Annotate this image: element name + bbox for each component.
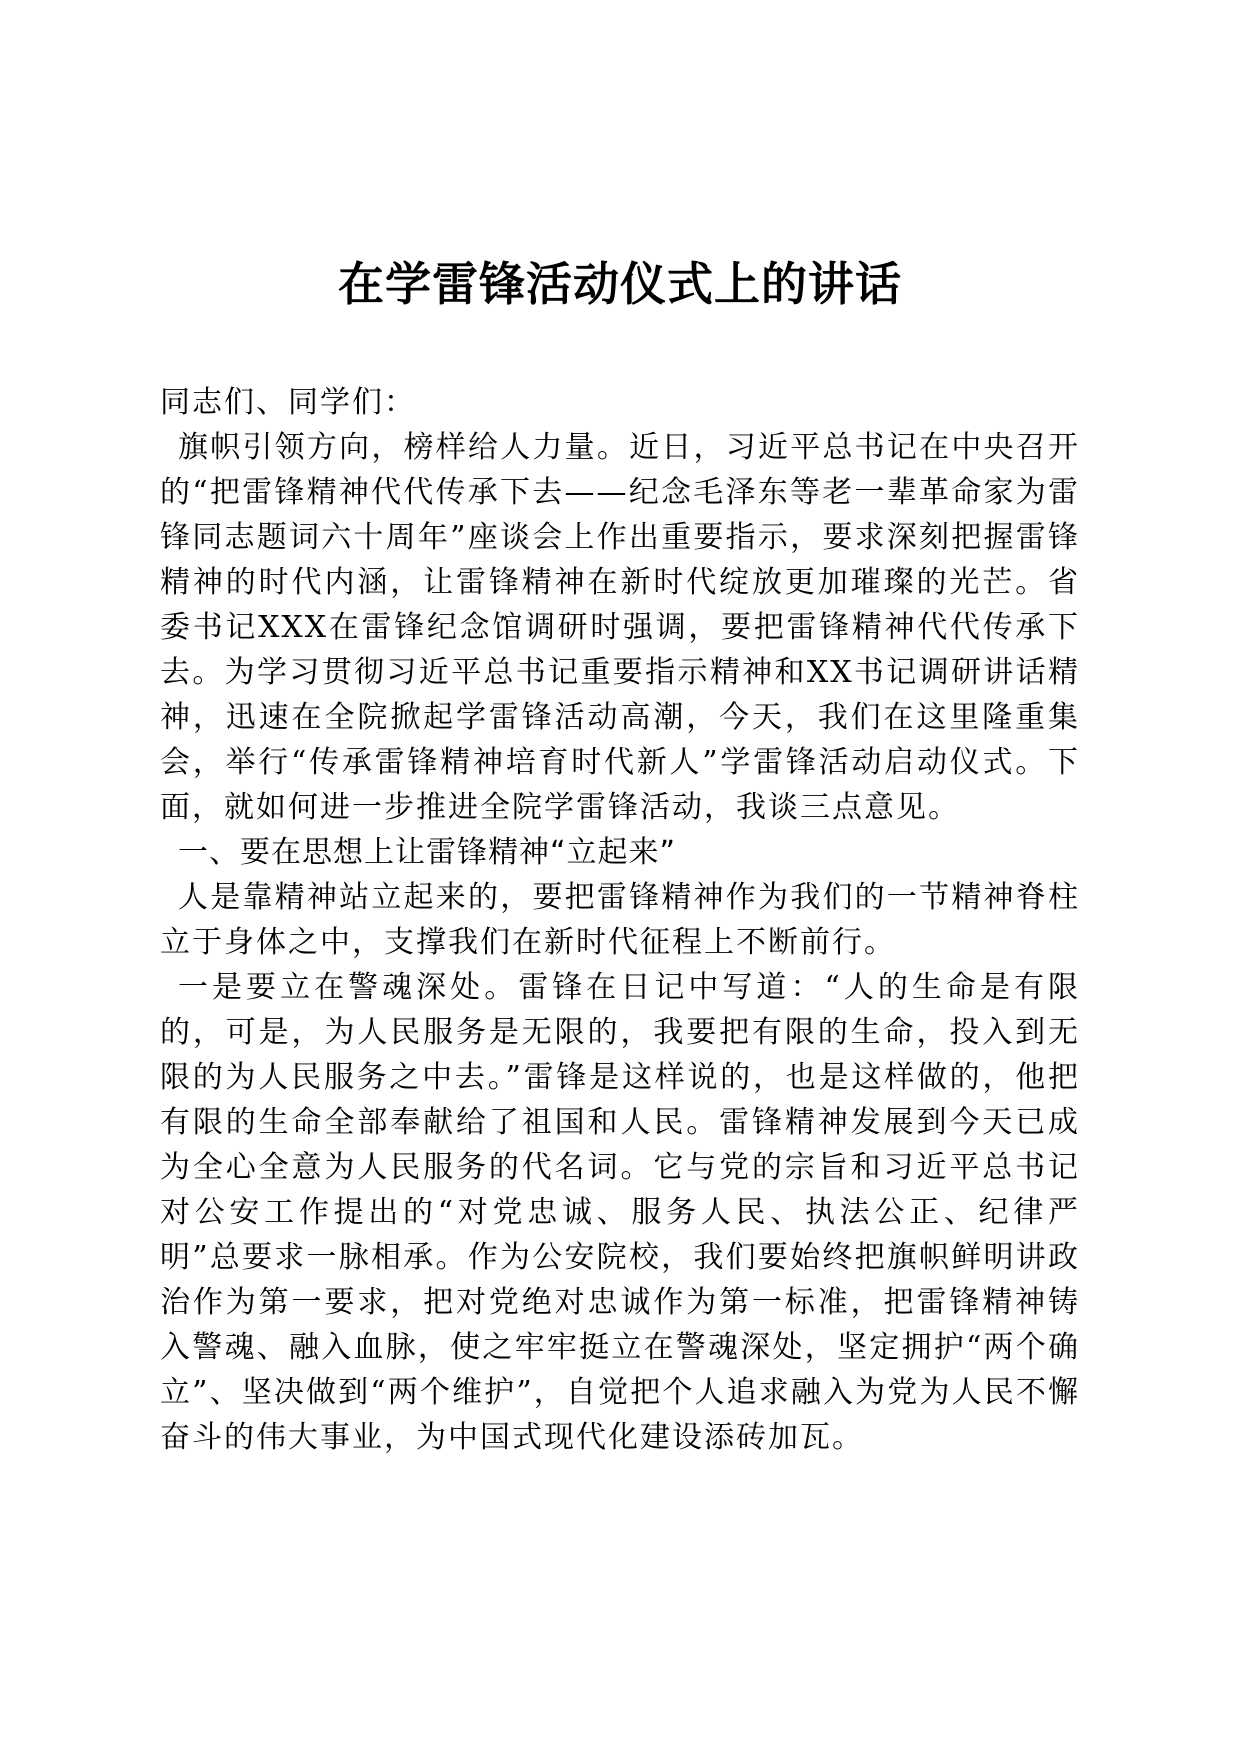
paragraph-intro: 旗帜引领方向，榜样给人力量。近日，习近平总书记在中央召开的“把雷锋精神代代传承下去——纪念毛泽东等老一辈革命家为雷锋同志题词六十周年”座谈会上作出重要指示，要求深刻把握雷锋精神的时代内涵，让雷锋精神在新时代绽放更加璀璨的光芒。省委书记XXX在雷锋纪念馆调研时强调，要把雷锋精神代代传承下去。为学习贯彻习近平总书记重要指示精神和XX书记调研讲话精神，迅速在全院掀起学雷锋活动高潮，今天，我们在这里隆重集会，举行“传承雷锋精神培育时代新人”学雷锋活动启动仪式。下面，就如何进一步推进全院学雷锋活动，我谈三点意见。: [160, 430, 1080, 825]
document-body: [160, 380, 1080, 1460]
section-heading-1: 一、要在思想上让雷锋精神“立起来”: [178, 835, 677, 870]
paragraph-section1-lead: 人是靠精神站立起来的，要把雷锋精神作为我们的一节精神脊柱立于身体之中，支撑我们在新时代征程上不断前行。: [160, 880, 1080, 960]
paragraph-section1-point1: 一是要立在警魂深处。雷锋在日记中写道：“人的生命是有限的，可是，为人民服务是无限的，我要把有限的生命，投入到无限的为人民服务之中去。”雷锋是这样说的，也是这样做的，他把有限的生命全部奉献给了祖国和人民。雷锋精神发展到今天已成为全心全意为人民服务的代名词。它与党的宗旨和习近平总书记对公安工作提出的“对党忠诚、服务人民、执法公正、纪律严明”总要求一脉相承。作为公安院校，我们要始终把旗帜鲜明讲政治作为第一要求，把对党绝对忠诚作为第一标准，把雷锋精神铸入警魂、融入血脉，使之牢牢挺立在警魂深处，坚定拥护“两个确立”、坚决做到“两个维护”，自觉把个人追求融入为党为人民不懈奋斗的伟大事业，为中国式现代化建设添砖加瓦。: [160, 970, 1080, 1455]
document-title: 在学雷锋活动仪式上的讲话: [338, 257, 902, 311]
salutation: 同志们、同学们：: [160, 385, 416, 420]
